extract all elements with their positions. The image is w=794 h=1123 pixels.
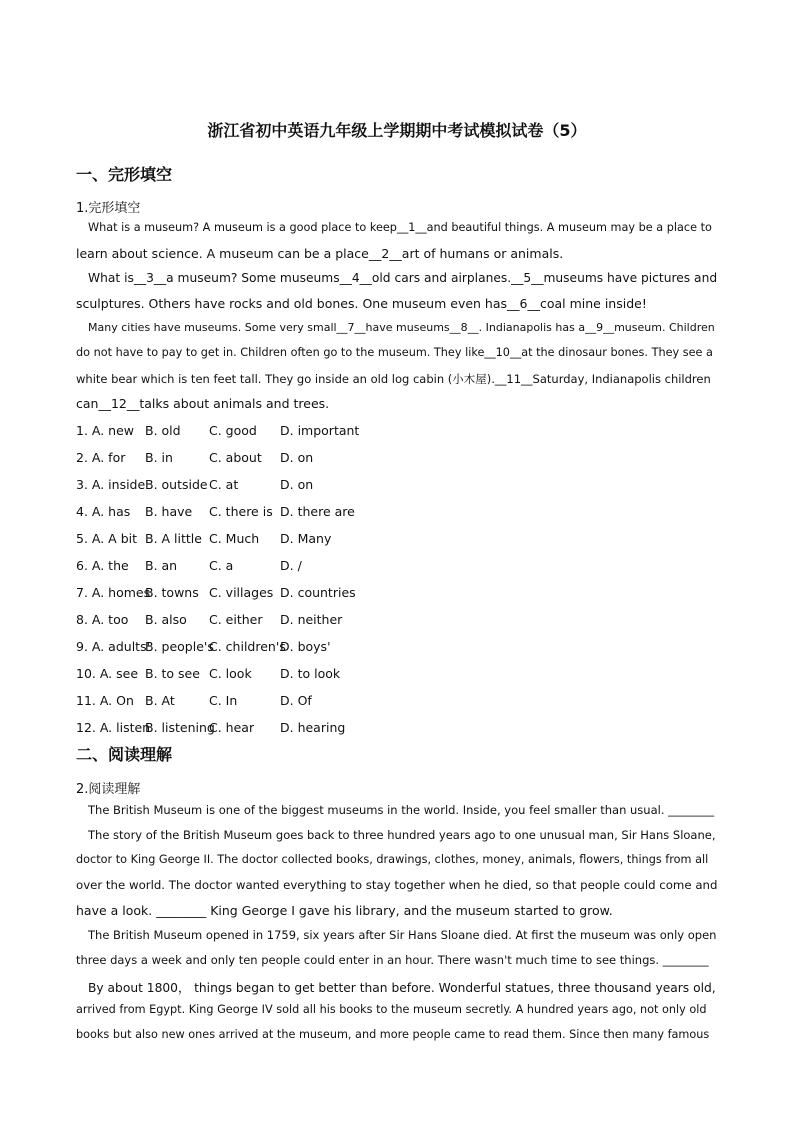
option-b: B. in — [145, 450, 173, 465]
option-d: D. boys' — [280, 639, 331, 654]
question2-label: 2.阅读理解 — [76, 782, 141, 797]
option-a: 3. A. inside — [76, 477, 146, 492]
question1-label: 1.完形填空 — [76, 201, 141, 216]
option-d: D. there are — [280, 504, 355, 519]
section2-heading: 二、阅读理解 — [76, 745, 173, 764]
passage-line: learn about science. A museum can be a place__2__art of humans or animals. — [76, 246, 564, 261]
option-d: D. neither — [280, 612, 343, 627]
option-d: D. on — [280, 477, 314, 492]
option-d: D. / — [280, 558, 302, 573]
option-c: C. there is — [209, 504, 273, 519]
option-row — [76, 531, 416, 549]
passage-line: three days a week and only ten people could enter in an hour. There wasn't much time to see things. ________ — [76, 953, 709, 967]
option-b: B. At — [145, 693, 175, 708]
passage-line: Many cities have museums. Some very small__7__have museums__8__. Indianapolis has a__9__museum. Children — [88, 321, 715, 334]
option-a: 5. A. A bit — [76, 531, 138, 546]
option-d: D. countries — [280, 585, 356, 600]
passage-line: white bear which is ten feet tall. They go inside an old log cabin (小木屋).__11__Saturday, Indianapolis children — [76, 372, 711, 386]
option-row — [76, 450, 416, 468]
passage-line: have a look. ________ King George I gave his library, and the museum started to grow. — [76, 903, 613, 918]
passage-line: books but also new ones arrived at the museum, and more people came to read them. Since then many famous — [76, 1028, 710, 1041]
option-row — [76, 585, 416, 603]
option-row — [76, 693, 416, 711]
option-d: D. important — [280, 423, 360, 438]
option-row — [76, 558, 416, 576]
option-a: 1. A. new — [76, 423, 135, 438]
option-b: B. A little — [145, 531, 202, 546]
passage-line: sculptures. Others have rocks and old bones. One museum even has__6__coal mine inside! — [76, 296, 647, 311]
option-d: D. Many — [280, 531, 332, 546]
passage-line: The British Museum opened in 1759, six years after Sir Hans Sloane died. At first the museum was only open — [88, 928, 717, 942]
option-c: C. good — [209, 423, 257, 438]
option-a: 12. A. listen — [76, 720, 151, 735]
section1-heading: 一、完形填空 — [76, 165, 173, 184]
option-row — [76, 639, 416, 657]
option-row — [76, 666, 416, 684]
passage-line: The story of the British Museum goes back to three hundred years ago to one unusual man, Sir Hans Sloane, — [88, 828, 716, 842]
passage-line: arrived from Egypt. King George IV sold all his books to the museum secretly. A hundred years ago, not only old — [76, 1003, 707, 1016]
option-row — [76, 720, 416, 738]
option-c: C. hear — [209, 720, 255, 735]
option-row — [76, 423, 416, 441]
option-a: 2. A. for — [76, 450, 126, 465]
option-d: D. Of — [280, 693, 312, 708]
option-b: B. have — [145, 504, 193, 519]
passage-line: The British Museum is one of the biggest museums in the world. Inside, you feel smaller than usual. ________ — [88, 803, 715, 817]
option-row — [76, 612, 416, 630]
option-a: 4. A. has — [76, 504, 131, 519]
option-b: B. outside — [145, 477, 208, 492]
option-b: B. people's — [145, 639, 214, 654]
option-b: B. an — [145, 558, 178, 573]
option-c: C. about — [209, 450, 262, 465]
option-b: B. to see — [145, 666, 200, 681]
option-a: 9. A. adults' — [76, 639, 151, 654]
option-b: B. listening — [145, 720, 215, 735]
option-row — [76, 504, 416, 522]
option-c: C. In — [209, 693, 238, 708]
option-b: B. also — [145, 612, 187, 627]
passage-line: over the world. The doctor wanted everything to stay together when he died, so that people could come and — [76, 878, 718, 892]
option-a: 7. A. homes — [76, 585, 151, 600]
passage-line: What is__3__a museum? Some museums__4__old cars and airplanes.__5__museums have pictures and — [88, 271, 718, 285]
option-c: C. Much — [209, 531, 260, 546]
passage-line: By about 1800， things began to get better than before. Wonderful statues, three thousand years old, — [88, 981, 716, 995]
option-b: B. old — [145, 423, 181, 438]
passage-line: What is a museum? A museum is a good place to keep__1__and beautiful things. A museum may be a place to — [88, 221, 712, 234]
option-c: C. children's — [209, 639, 286, 654]
option-row — [76, 477, 416, 495]
passage-line: can__12__talks about animals and trees. — [76, 396, 330, 411]
passage-line: doctor to King George II. The doctor collected books, drawings, clothes, money, animals, flowers, things from all — [76, 853, 709, 866]
option-c: C. at — [209, 477, 239, 492]
option-c: C. a — [209, 558, 234, 573]
option-c: C. look — [209, 666, 252, 681]
option-d: D. to look — [280, 666, 341, 681]
option-a: 8. A. too — [76, 612, 129, 627]
option-a: 11. A. On — [76, 693, 134, 708]
passage-line: do not have to pay to get in. Children often go to the museum. They like__10__at the dinosaur bones. They see a — [76, 346, 713, 359]
option-a: 10. A. see — [76, 666, 139, 681]
page-title: 浙江省初中英语九年级上学期期中考试模拟试卷（5） — [207, 121, 587, 140]
option-b: B. towns — [145, 585, 199, 600]
option-a: 6. A. the — [76, 558, 129, 573]
option-d: D. hearing — [280, 720, 346, 735]
option-c: C. villages — [209, 585, 274, 600]
option-c: C. either — [209, 612, 263, 627]
option-d: D. on — [280, 450, 314, 465]
